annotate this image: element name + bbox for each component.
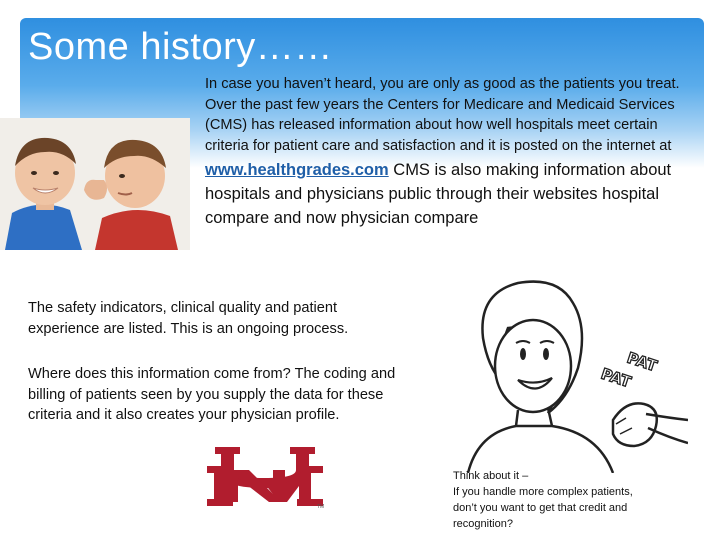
svg-text:TM: TM bbox=[317, 504, 325, 510]
intro-text bbox=[205, 74, 687, 230]
pat-word-1: PAT bbox=[624, 348, 660, 376]
unm-logo bbox=[205, 444, 325, 510]
intro-part1: In case you haven’t heard, you are only as good as the patients you treat. Over the past few years the Centers for Medicare and Medicaid Services (CMS) has released information about how well hospitals meet certain criteria for patient care and satisfaction and it is posted on the internet at bbox=[205, 76, 680, 154]
intro-part2: CMS is also making information about hospitals and physicians public through their websites hospital compare and now physician compare bbox=[205, 161, 672, 227]
slide-title: Some history…… bbox=[28, 26, 333, 68]
data-source-text: Where does this information come from? The coding and billing of patients seen by you supply the data for these criteria and it also creates your physician profile. bbox=[28, 366, 396, 423]
cartoon-woman-pat-on-back bbox=[448, 268, 688, 473]
think-about-it-caption bbox=[453, 468, 683, 532]
caption-line: don’t you want to get that credit and bbox=[453, 502, 628, 514]
caption-line: Think about it – bbox=[453, 470, 529, 482]
caption-line: recognition? bbox=[453, 518, 513, 530]
caption-line: If you handle more complex patients, bbox=[453, 486, 633, 498]
pat-word-2: PAT bbox=[598, 364, 634, 392]
two-boys-whispering-photo bbox=[0, 118, 190, 250]
safety-indicators-text: The safety indicators, clinical quality and patient experience are listed. This is an ongoing process. bbox=[28, 300, 349, 337]
intro-second-paragraph bbox=[205, 158, 687, 230]
healthgrades-link[interactable]: www.healthgrades.com bbox=[205, 161, 389, 179]
